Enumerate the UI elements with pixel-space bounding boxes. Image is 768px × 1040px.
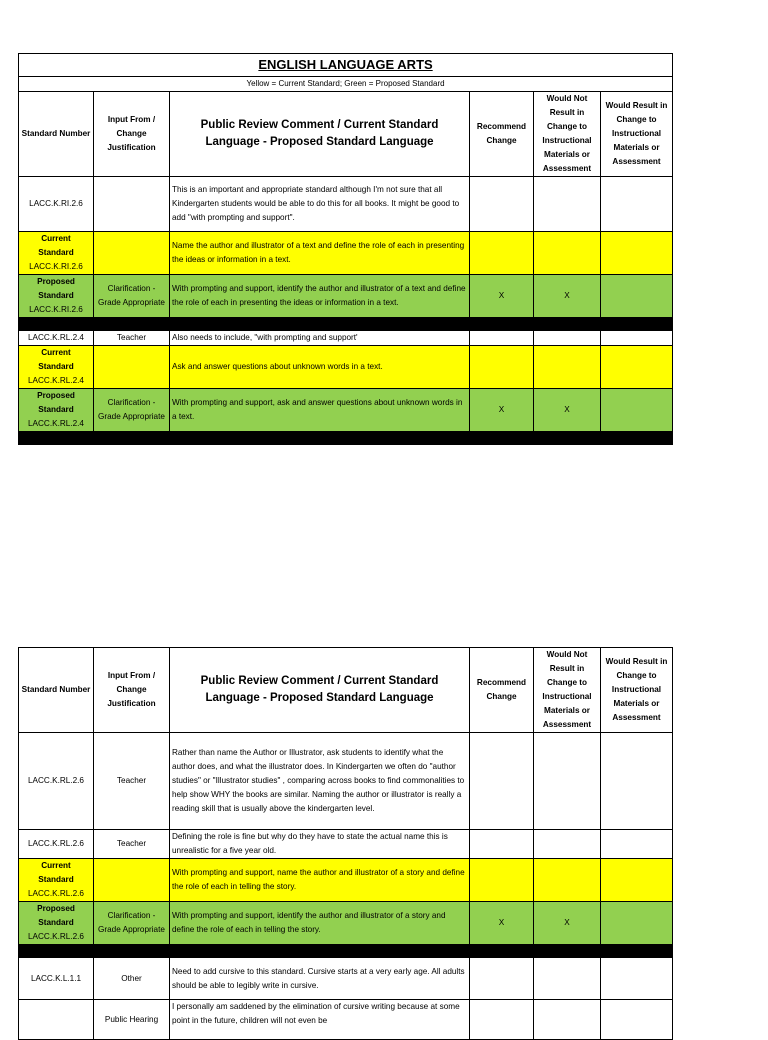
black-separator xyxy=(19,318,673,331)
recommend-change-mark xyxy=(470,830,534,859)
recommend-change-mark: X xyxy=(470,389,534,432)
table-row xyxy=(19,177,673,232)
proposed-standard-row xyxy=(19,902,673,945)
table-row xyxy=(19,958,673,1000)
table-row xyxy=(19,830,673,859)
header-would-not-result: Would Not Result in Change to Instructional Materials or Assessment xyxy=(534,648,601,733)
proposed-standard-row xyxy=(19,389,673,432)
recommend-change-mark xyxy=(470,232,534,275)
standard-number xyxy=(19,275,94,318)
recommend-change-mark xyxy=(470,177,534,232)
would-not-result-mark: X xyxy=(534,902,601,945)
would-result-mark xyxy=(601,859,673,902)
standard-number xyxy=(19,1000,94,1040)
input-from: Teacher xyxy=(94,733,170,830)
would-result-mark xyxy=(601,733,673,830)
header-row xyxy=(19,92,673,177)
would-result-mark xyxy=(601,331,673,346)
recommend-change-mark xyxy=(470,859,534,902)
standard-number: LACC.K.RL.2.4 xyxy=(19,331,94,346)
table-row xyxy=(19,331,673,346)
standard-code: LACC.K.RL.2.6 xyxy=(28,889,84,898)
would-result-mark xyxy=(601,1000,673,1040)
standard-code: LACC.K.RL.2.4 xyxy=(28,376,84,385)
would-not-result-mark xyxy=(534,1000,601,1040)
input-from: Clarification - Grade Appropriate xyxy=(94,389,170,432)
would-not-result-mark xyxy=(534,177,601,232)
standard-number: LACC.K.RL.2.6 xyxy=(19,733,94,830)
standard-number xyxy=(19,902,94,945)
standard-number: LACC.K.RL.2.6 xyxy=(19,830,94,859)
would-not-result-mark xyxy=(534,830,601,859)
table-title: ENGLISH LANGUAGE ARTS xyxy=(19,54,673,77)
standard-label: Current xyxy=(41,348,71,357)
standard-label: Standard xyxy=(38,362,74,371)
review-comment: With prompting and support, name the author and illustrator of a story and define the role of each in telling the story. xyxy=(170,859,470,902)
recommend-change-mark xyxy=(470,331,534,346)
review-comment: Name the author and illustrator of a text and define the role of each in presenting the ideas or information in a text. xyxy=(170,232,470,275)
header-row xyxy=(19,648,673,733)
ela-review-table-2 xyxy=(18,647,673,1040)
separator-row xyxy=(19,318,673,331)
header-public-review-comment: Public Review Comment / Current Standard Language - Proposed Standard Language xyxy=(170,92,470,177)
standard-label: Standard xyxy=(38,918,74,927)
review-comment: With prompting and support, identify the author and illustrator of a story and define the role of each in telling the story. xyxy=(170,902,470,945)
input-from: Public Hearing xyxy=(94,1000,170,1040)
would-not-result-mark: X xyxy=(534,275,601,318)
proposed-standard-row xyxy=(19,275,673,318)
header-input-from: Input From / Change Justification xyxy=(94,92,170,177)
standard-label: Standard xyxy=(38,248,74,257)
standard-number xyxy=(19,346,94,389)
input-from xyxy=(94,177,170,232)
recommend-change-mark xyxy=(470,733,534,830)
input-from xyxy=(94,859,170,902)
standard-code: LACC.K.RI.2.6 xyxy=(29,305,83,314)
would-result-mark xyxy=(601,275,673,318)
standard-label: Standard xyxy=(38,291,74,300)
review-comment: With prompting and support, ask and answer questions about unknown words in a text. xyxy=(170,389,470,432)
recommend-change-mark xyxy=(470,958,534,1000)
standard-number xyxy=(19,859,94,902)
would-result-mark xyxy=(601,346,673,389)
header-would-not-result: Would Not Result in Change to Instructional Materials or Assessment xyxy=(534,92,601,177)
would-not-result-mark xyxy=(534,958,601,1000)
review-comment: I personally am saddened by the elimination of cursive writing because at some point in the future, children will not even be xyxy=(170,1000,470,1040)
table-title-row xyxy=(19,54,673,77)
would-result-mark xyxy=(601,389,673,432)
would-not-result-mark: X xyxy=(534,389,601,432)
input-from: Clarification - Grade Appropriate xyxy=(94,902,170,945)
standard-number: LACC.K.RI.2.6 xyxy=(19,177,94,232)
table-row xyxy=(19,733,673,830)
recommend-change-mark: X xyxy=(470,902,534,945)
input-from: Teacher xyxy=(94,830,170,859)
standard-label: Proposed xyxy=(37,277,75,286)
review-comment: Ask and answer questions about unknown words in a text. xyxy=(170,346,470,389)
would-result-mark xyxy=(601,830,673,859)
standard-label: Standard xyxy=(38,405,74,414)
separator-row xyxy=(19,432,673,445)
current-standard-row xyxy=(19,232,673,275)
black-separator xyxy=(19,432,673,445)
standard-label: Current xyxy=(41,234,71,243)
standard-code: LACC.K.RI.2.6 xyxy=(29,262,83,271)
header-would-result: Would Result in Change to Instructional Materials or Assessment xyxy=(601,92,673,177)
current-standard-row xyxy=(19,346,673,389)
standard-number xyxy=(19,232,94,275)
would-result-mark xyxy=(601,902,673,945)
black-separator xyxy=(19,945,673,958)
input-from xyxy=(94,232,170,275)
would-not-result-mark xyxy=(534,733,601,830)
review-comment: This is an important and appropriate standard although I'm not sure that all Kindergarten students would be able to do this for all books. It might be good to add "with prompting and support". xyxy=(170,177,470,232)
recommend-change-mark: X xyxy=(470,275,534,318)
review-comment: Need to add cursive to this standard. Cursive starts at a very early age. All adults should be able to legibly write in cursive. xyxy=(170,958,470,1000)
standard-label: Standard xyxy=(38,875,74,884)
ela-review-table-1 xyxy=(18,53,673,445)
header-standard-number: Standard Number xyxy=(19,648,94,733)
header-standard-number: Standard Number xyxy=(19,92,94,177)
current-standard-row xyxy=(19,859,673,902)
input-from: Other xyxy=(94,958,170,1000)
would-result-mark xyxy=(601,232,673,275)
recommend-change-mark xyxy=(470,346,534,389)
would-not-result-mark xyxy=(534,331,601,346)
header-input-from: Input From / Change Justification xyxy=(94,648,170,733)
standard-code: LACC.K.RL.2.4 xyxy=(28,419,84,428)
input-from xyxy=(94,346,170,389)
review-comment: Also needs to include, "with prompting and support' xyxy=(170,331,470,346)
would-result-mark xyxy=(601,958,673,1000)
header-recommend-change: Recommend Change xyxy=(470,648,534,733)
standard-label: Current xyxy=(41,861,71,870)
standard-label: Proposed xyxy=(37,391,75,400)
review-comment: Defining the role is fine but why do they have to state the actual name this is unrealistic for a five year old. xyxy=(170,830,470,859)
would-result-mark xyxy=(601,177,673,232)
review-comment: With prompting and support, identify the author and illustrator of a text and define the role of each in presenting the ideas or information in a text. xyxy=(170,275,470,318)
standard-number: LACC.K.L.1.1 xyxy=(19,958,94,1000)
color-legend: Yellow = Current Standard; Green = Proposed Standard xyxy=(19,77,673,92)
header-would-result: Would Result in Change to Instructional Materials or Assessment xyxy=(601,648,673,733)
standard-number xyxy=(19,389,94,432)
legend-row xyxy=(19,77,673,92)
input-from: Teacher xyxy=(94,331,170,346)
header-recommend-change: Recommend Change xyxy=(470,92,534,177)
recommend-change-mark xyxy=(470,1000,534,1040)
standard-label: Proposed xyxy=(37,904,75,913)
review-comment: Rather than name the Author or Illustrator, ask students to identify what the author does, and what the illustrator does. In Kindergarten we often do "author studies" or "Illustrator studies" , comparing across books to find commonalities to help show WHY the books are similar. Naming the author or illustrator is really a reading skill that is usually above the kindergarten level. xyxy=(170,733,470,830)
header-public-review-comment: Public Review Comment / Current Standard Language - Proposed Standard Language xyxy=(170,648,470,733)
standard-code: LACC.K.RL.2.6 xyxy=(28,932,84,941)
table-row xyxy=(19,1000,673,1040)
would-not-result-mark xyxy=(534,232,601,275)
would-not-result-mark xyxy=(534,859,601,902)
would-not-result-mark xyxy=(534,346,601,389)
input-from: Clarification - Grade Appropriate xyxy=(94,275,170,318)
separator-row xyxy=(19,945,673,958)
